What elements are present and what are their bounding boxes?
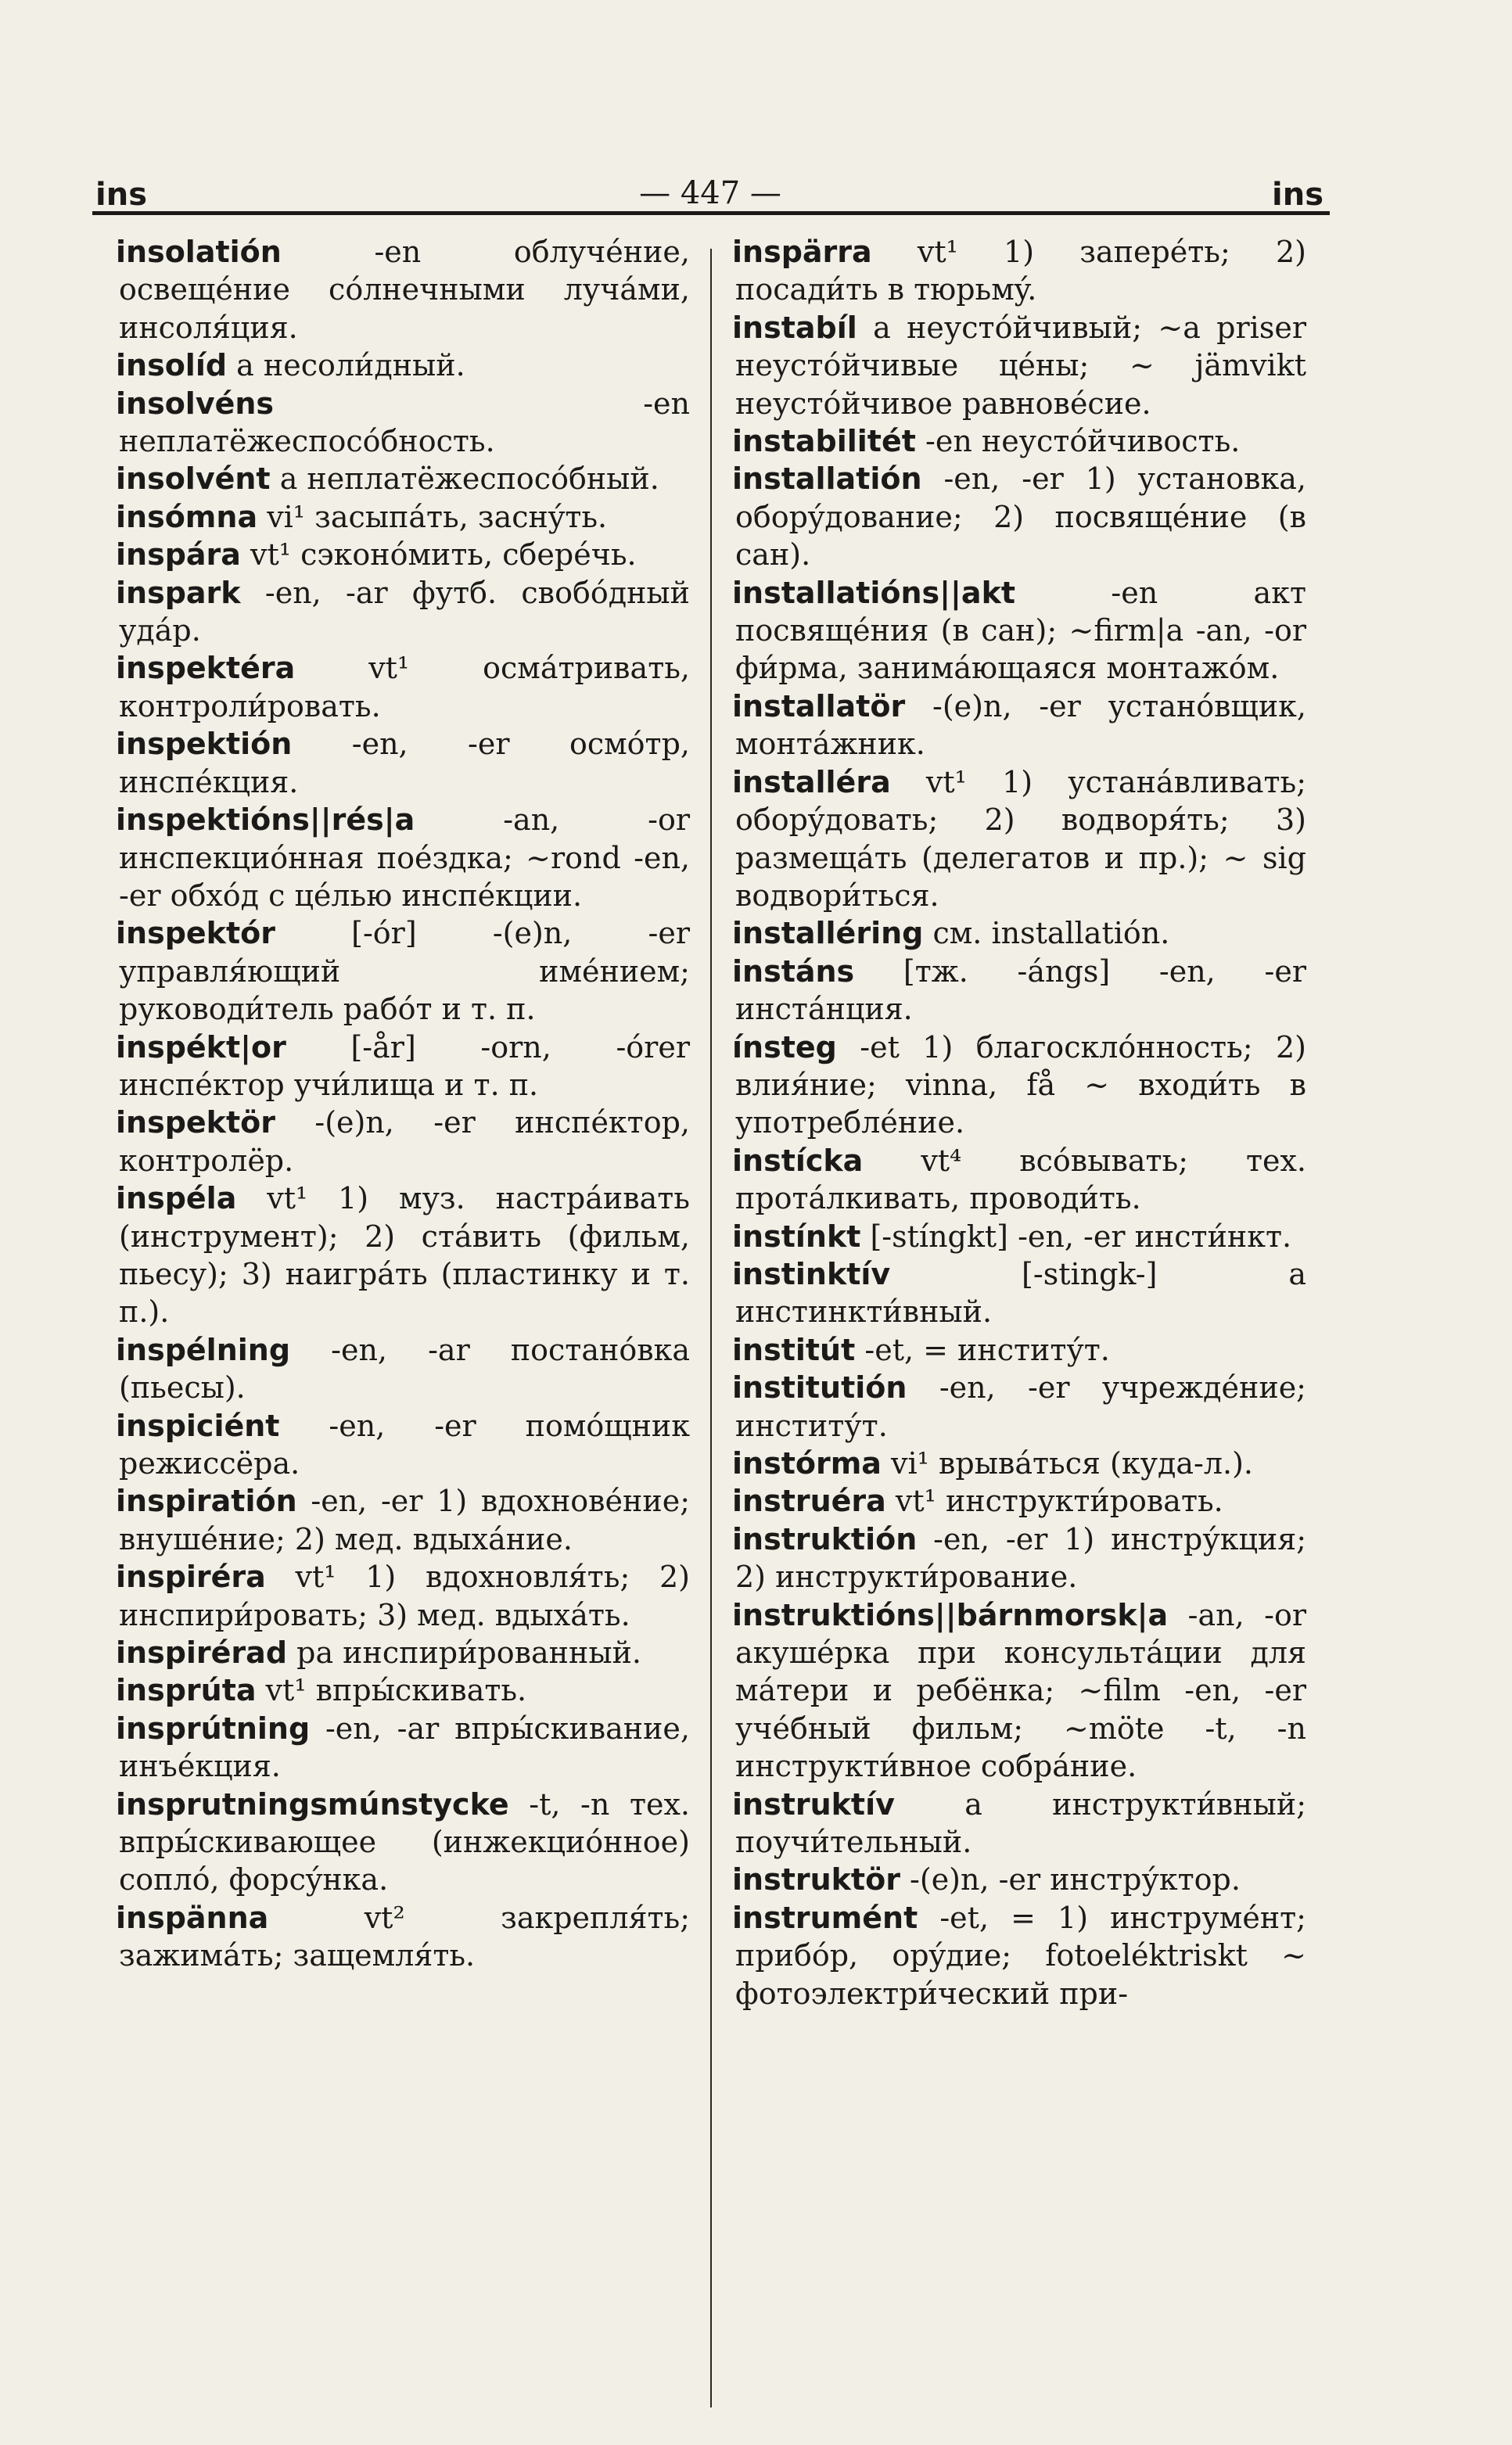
entry-definition: pa инспири́рованный. xyxy=(296,1635,641,1671)
entry-definition: -(e)n, -er инспéктор, контролёр. xyxy=(119,1105,690,1178)
entry-headword: inspektör xyxy=(116,1105,275,1140)
entry-definition: vi¹ врывáться (куда-л.). xyxy=(891,1446,1253,1481)
left-column xyxy=(116,233,690,1975)
entry-definition: vt¹ осмáтривать, контроли́ровать. xyxy=(119,651,690,723)
entry-definition: см. installatión. xyxy=(932,916,1170,951)
dictionary-entry xyxy=(116,1786,690,1899)
dictionary-entry xyxy=(732,914,1306,952)
entry-definition: a неустóйчивый; ~a priser неустóйчивые цéны; ~ jämvikt неустóйчивое равновéсие. xyxy=(735,310,1306,421)
entry-headword: inspiciént xyxy=(116,1408,280,1443)
entry-definition: -en, -er 1) установка, оборýдование; 2) посвящéние (в сан). xyxy=(735,461,1306,573)
header-rule xyxy=(92,211,1330,215)
right-column xyxy=(732,233,1306,2012)
entry-headword: instínkt xyxy=(732,1219,861,1254)
entry-definition: -t, -n тех. впры́скивающее (инжекциóнное) соплó, форсýнка. xyxy=(119,1786,690,1897)
entry-definition: vt¹ инструкти́ровать. xyxy=(895,1484,1223,1519)
dictionary-entry xyxy=(116,1179,690,1331)
dictionary-entry xyxy=(116,385,690,461)
entry-definition: a инструкти́вный; поучи́тельный. xyxy=(735,1786,1306,1860)
entry-headword: instícka xyxy=(732,1143,864,1178)
dictionary-entry xyxy=(732,1596,1306,1786)
entry-headword: instabilitét xyxy=(732,424,916,459)
dictionary-entry xyxy=(116,460,690,497)
entry-headword: inspektión xyxy=(116,727,293,762)
entry-definition: -en облучéние, освещéние сóлнечными лучáми, инсоля́ция. xyxy=(119,235,690,345)
dictionary-entry xyxy=(732,309,1306,422)
entry-headword: inspiratión xyxy=(116,1484,297,1519)
dictionary-entry xyxy=(732,1218,1306,1255)
entry-headword: instinktív xyxy=(732,1256,891,1291)
entry-headword: inspärra xyxy=(732,235,872,269)
dictionary-entry xyxy=(732,1861,1306,1898)
left-guide-word: ins xyxy=(95,177,147,213)
dictionary-entry xyxy=(732,1255,1306,1331)
entry-definition: -en, -er осмóтр, инспéкция. xyxy=(119,727,690,799)
dictionary-entry xyxy=(732,1029,1306,1142)
entry-definition: -et, = 1) инструмéнт; прибóр, орýдие; fotoeléktriskt ~ фотоэлектри́ческий при- xyxy=(735,1900,1306,2011)
entry-headword: insolatión xyxy=(116,235,282,269)
entry-headword: inspark xyxy=(116,575,241,610)
entry-headword: inspéla xyxy=(116,1181,237,1216)
dictionary-entry xyxy=(732,233,1306,309)
column-divider xyxy=(710,249,712,2407)
entry-headword: insolvént xyxy=(116,461,271,497)
dictionary-entry xyxy=(116,1331,690,1407)
entry-definition: -en, -er 1) инстру́кция; 2) инструкти́рование. xyxy=(735,1521,1306,1595)
entry-definition: -en, -ar постанóвка (пьесы). xyxy=(119,1332,690,1406)
entry-definition: -en неплатёжеспосóбность. xyxy=(119,386,690,459)
dictionary-entry xyxy=(732,1142,1306,1218)
entry-headword: installéring xyxy=(732,916,924,951)
dictionary-entry xyxy=(116,1558,690,1634)
dictionary-entry xyxy=(116,498,690,536)
entry-definition: -(e)n, -er инстру́ктор. xyxy=(910,1862,1241,1897)
page-number: — 447 — xyxy=(639,175,781,211)
entry-headword: installatións||akt xyxy=(732,575,1016,610)
entry-definition: vt¹ впры́скивать. xyxy=(265,1673,527,1708)
dictionary-entry xyxy=(116,1634,690,1671)
entry-definition: -en, -er 1) вдохновéние; внушéние; 2) мед. вдыхáние. xyxy=(119,1484,690,1556)
entry-headword: insómna xyxy=(116,499,258,534)
dictionary-entry xyxy=(116,725,690,801)
entry-headword: instruktión xyxy=(732,1521,918,1556)
dictionary-entry xyxy=(732,688,1306,763)
entry-definition: vt⁴ всóвывать; тех. протáлкивать, проводи́ть. xyxy=(735,1143,1306,1216)
entry-headword: inspékt|or xyxy=(116,1029,286,1065)
dictionary-entry xyxy=(116,536,690,573)
entry-definition: -et, = институ́т. xyxy=(864,1332,1110,1367)
entry-headword: inspektéra xyxy=(116,651,296,686)
dictionary-entry xyxy=(116,801,690,914)
entry-definition: -en, -ar впры́скивание, инъéкция. xyxy=(119,1711,690,1784)
entry-headword: installéra xyxy=(732,764,891,799)
entry-headword: inspiréra xyxy=(116,1560,266,1595)
dictionary-entry xyxy=(732,574,1306,688)
entry-headword: inspélning xyxy=(116,1332,291,1367)
entry-definition: -et 1) благосклóнность; 2) влия́ние; vinna, få ~ входи́ть в употреблéние. xyxy=(735,1029,1306,1140)
entry-headword: instruktív xyxy=(732,1786,895,1822)
dictionary-entry xyxy=(116,1407,690,1483)
dictionary-entry xyxy=(116,1482,690,1558)
dictionary-entry xyxy=(732,1482,1306,1520)
entry-headword: instruéra xyxy=(732,1484,886,1519)
dictionary-entry xyxy=(732,1331,1306,1369)
entry-headword: instrumént xyxy=(732,1900,918,1935)
entry-definition: -en, -er помóщник режиссёра. xyxy=(119,1408,690,1481)
entry-headword: insprútning xyxy=(116,1711,311,1746)
entry-definition: vt² закрепля́ть; зажимáть; защемля́ть. xyxy=(119,1900,690,1973)
page-header xyxy=(92,153,1328,216)
entry-definition: vi¹ засыпáть, заснýть. xyxy=(267,499,608,534)
entry-headword: instórma xyxy=(732,1446,882,1481)
entry-definition: vt¹ 1) муз. настрáивать (инструмент); 2) стáвить (фильм, пьесу); 3) наигрáть (пластинку и т. п.). xyxy=(119,1181,690,1330)
entry-definition: -an, -or инспекциóнная поéздка; ~rond -en, -er обхóд с цéлью инспéкции. xyxy=(119,802,690,913)
dictionary-entry xyxy=(732,1899,1306,2012)
entry-definition: [тж. -ángs] -en, -er инстáнция. xyxy=(735,953,1306,1027)
entry-definition: [-ór] -(e)n, -er управля́ющий имéнием; руководи́тель рабóт и т. п. xyxy=(119,916,690,1027)
right-guide-word: ins xyxy=(1272,177,1323,213)
entry-headword: inspirérad xyxy=(116,1635,288,1671)
dictionary-entry xyxy=(732,422,1306,460)
entry-definition: a неплатёжеспосóбный. xyxy=(279,461,659,497)
dictionary-entry xyxy=(732,460,1306,573)
dictionary-entry xyxy=(116,1104,690,1179)
dictionary-entry xyxy=(732,1786,1306,1862)
dictionary-entry xyxy=(116,1671,690,1709)
entry-headword: insolíd xyxy=(116,348,228,383)
entry-definition: -en акт посвящéния (в сан); ~firm|a -an, -or фи́рма, занимáющаяся монтажóм. xyxy=(735,575,1306,686)
entry-definition: vt¹ 1) заперéть; 2) посади́ть в тюрьмý. xyxy=(735,235,1306,307)
entry-headword: instabíl xyxy=(732,310,857,345)
entry-headword: instruktións||bárnmorsk|a xyxy=(732,1597,1169,1632)
entry-definition: -en, -er учреждéние; институ́т. xyxy=(735,1370,1306,1443)
dictionary-entry xyxy=(116,1710,690,1786)
entry-headword: insolvéns xyxy=(116,386,275,421)
entry-headword: insprúta xyxy=(116,1673,257,1708)
entry-definition: -en неустóйчивость. xyxy=(925,424,1241,459)
entry-headword: ínsteg xyxy=(732,1029,837,1065)
entry-headword: inspänna xyxy=(116,1900,269,1935)
dictionary-entry xyxy=(732,953,1306,1029)
entry-headword: inspára xyxy=(116,537,241,573)
entry-headword: inspektór xyxy=(116,916,275,951)
entry-definition: -(e)n, -er устанóвщик, монтáжник. xyxy=(735,688,1306,762)
entry-definition: vt¹ сэконóмить, сберéчь. xyxy=(250,537,637,573)
dictionary-entry xyxy=(732,763,1306,915)
entry-definition: vt¹ 1) устанáвливать; оборýдовать; 2) водворя́ть; 3) размещáть (делегатов и пр.); ~ sig водвори́ться. xyxy=(735,764,1306,913)
dictionary-entry xyxy=(116,914,690,1028)
dictionary-entry xyxy=(732,1369,1306,1445)
dictionary-entry xyxy=(732,1445,1306,1482)
dictionary-entry xyxy=(116,1899,690,1975)
entry-definition: [-stíngkt] -en, -er инсти́нкт. xyxy=(870,1219,1292,1254)
entry-definition: -en, -ar футб. свобóдный удáр. xyxy=(119,575,690,648)
dictionary-entry xyxy=(116,574,690,650)
dictionary-entry xyxy=(116,649,690,725)
entry-definition: vt¹ 1) вдохновля́ть; 2) инспири́ровать; 3) мед. вдыхáть. xyxy=(119,1560,690,1632)
entry-headword: instruktör xyxy=(732,1862,900,1897)
dictionary-entry xyxy=(116,346,690,384)
entry-headword: institút xyxy=(732,1332,856,1367)
entry-headword: insprutningsmúnstycke xyxy=(116,1786,509,1822)
entry-definition: [-år] -orn, -órer инспéктор учи́лища и т. п. xyxy=(119,1029,690,1102)
entry-definition: a несоли́дный. xyxy=(236,348,465,383)
entry-headword: installatör xyxy=(732,688,906,723)
dictionary-entry xyxy=(732,1520,1306,1596)
entry-definition: -an, -or акушéрка при консультáции для мáтери и ребёнка; ~film -en, -er учéбный фильм; ~möte -t, -n инструкти́вное собрáние. xyxy=(735,1597,1306,1784)
entry-headword: inspektións||rés|a xyxy=(116,802,415,838)
entry-headword: installatión xyxy=(732,461,922,497)
entry-definition: [-stingk-] a инстинкти́вный. xyxy=(735,1256,1306,1330)
dictionary-entry xyxy=(116,233,690,346)
entry-headword: instáns xyxy=(732,953,855,989)
entry-headword: institutión xyxy=(732,1370,907,1406)
dictionary-entry xyxy=(116,1029,690,1104)
